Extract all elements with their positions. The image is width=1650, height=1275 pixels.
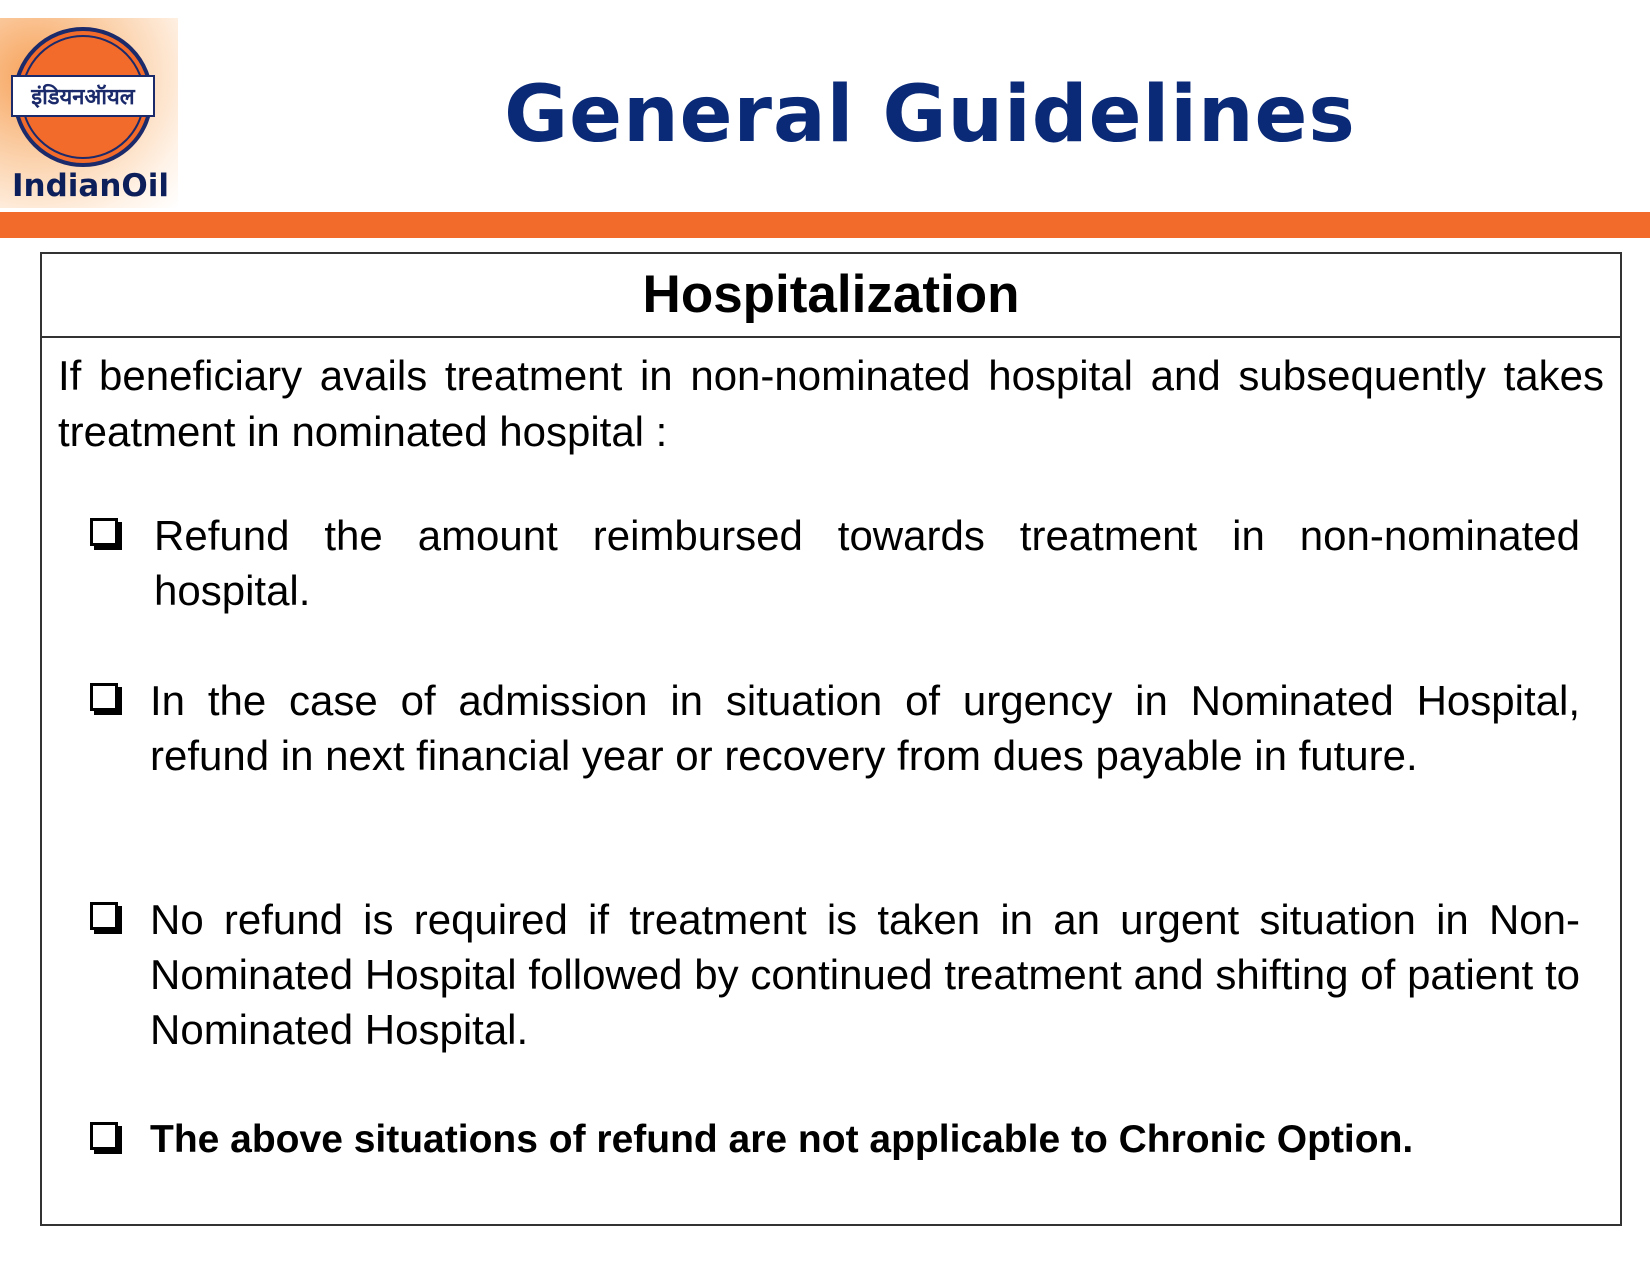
- page-title: General Guidelines: [504, 70, 1356, 160]
- header-divider-bar: [0, 212, 1650, 238]
- indianoil-logo: [0, 18, 178, 208]
- logo-wordmark: IndianOil: [12, 168, 170, 204]
- checkbox-bullet-icon: [90, 683, 118, 711]
- list-item: [90, 1112, 1580, 1167]
- list-item-text: The above situations of refund are not applicable to Chronic Option.: [150, 1118, 1414, 1161]
- checkbox-bullet-icon: [90, 1122, 118, 1150]
- list-item: [90, 508, 1580, 618]
- content-box: [40, 252, 1622, 1226]
- list-item: [90, 892, 1580, 1057]
- logo-hindi-text: इंडियनऑयल: [31, 85, 135, 110]
- list-item-text: In the case of admission in situation of urgency in Nominated Hospital, refund in next financial year or recovery from dues payable in future.: [150, 677, 1580, 779]
- intro-paragraph: If beneficiary avails treatment in non-nominated hospital and subsequently takes treatment in nominated hospital :: [58, 352, 1604, 455]
- checkbox-bullet-icon: [90, 518, 118, 546]
- list-item-text: Refund the amount reimbursed towards treatment in non-nominated hospital.: [154, 512, 1580, 614]
- list-item-text: No refund is required if treatment is taken in an urgent situation in Non-Nominated Hospital followed by continued treatment and shifting of patient to Nominated Hospital.: [150, 896, 1580, 1053]
- section-heading: Hospitalization: [42, 254, 1620, 338]
- indianoil-emblem-icon: [10, 24, 156, 170]
- list-item: [90, 673, 1580, 783]
- checkbox-bullet-icon: [90, 902, 118, 930]
